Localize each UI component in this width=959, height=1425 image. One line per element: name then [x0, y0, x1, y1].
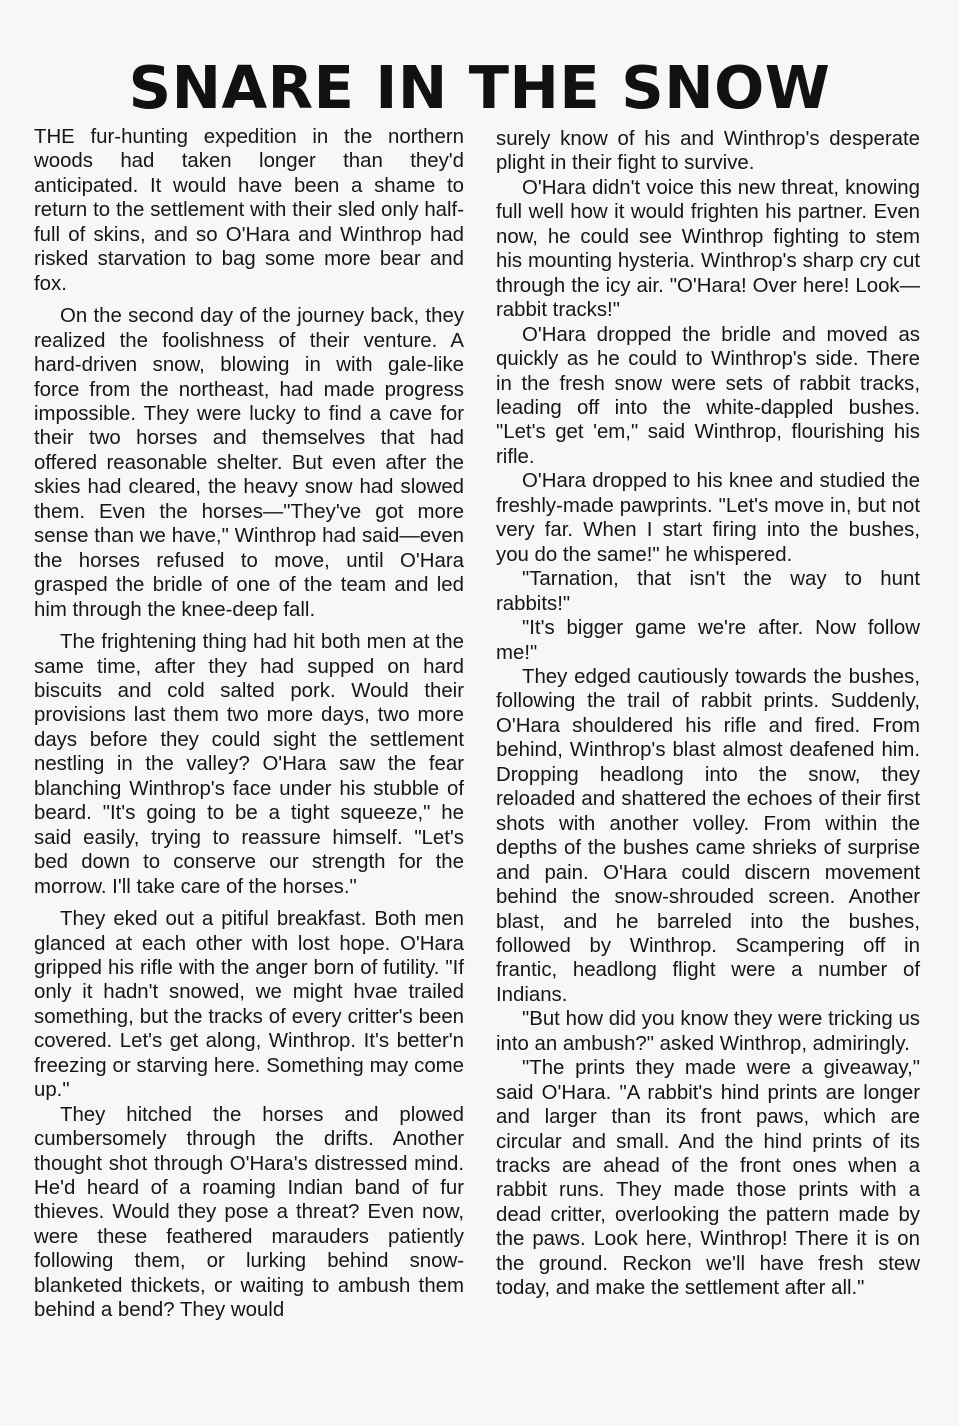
- paragraph: O'Hara dropped the bridle and moved as quickly as he could to Winthrop's side. There in the fresh snow were sets of rabbit tracks, leading off into the white-dappled bushes. "Let's get 'em," said Winthrop, flourishing his rifle.: [496, 323, 920, 468]
- story-title: SNARE IN THE SNOW: [128, 53, 831, 122]
- paragraph: O'Hara dropped to his knee and studied the freshly-made pawprints. "Let's move in, but not very far. When I start firing into the bushes, you do the same!" he whispered.: [496, 470, 920, 566]
- paragraph: "The prints they made were a giveaway," said O'Hara. "A rabbit's hind prints are longer and larger than its front paws, which are circular and small. And the hind prints of its tracks are ahead of the front ones when a rabbit runs. They made those prints with a dead critter, overlooking the pattern made by the paws. Look here, Winthrop! There it is on the ground. Reckon we'll have fresh stew today, and make the settlement after all.": [496, 1057, 920, 1300]
- paragraph-opening: THE fur-hunting expedition in the northern woods had taken longer than they'd anticipated. It would have been a shame to return to the settlement with their sled only half-full of skins, and so O'Hara and Winthrop had risked starvation to bag some more bear and fox.: [34, 126, 464, 295]
- right-text-column: [496, 127, 920, 1301]
- paragraph: They hitched the horses and plowed cumbersomely through the drifts. Another thought shot through O'Hara's distressed mind. He'd heard of a roaming Indian band of fur thieves. Would they pose a threat? Even now, were these feathered marauders patiently following them, or lurking behind snow-blanketed thickets, or waiting to ambush them behind a bend? They would: [34, 1103, 464, 1322]
- left-text-column: [34, 125, 464, 1323]
- paragraph: They edged cautiously towards the bushes, following the trail of rabbit prints. Suddenly, O'Hara shouldered his rifle and fired. From behind, Winthrop's blast almost deafened him. Dropping headlong into the snow, they reloaded and shattered the echoes of their first shots with another volley. From within the depths of the bushes came shrieks of surprise and pain. O'Hara could discern movement behind the snow-shrouded screen. Another blast, and he barreled into the bushes, followed by Winthrop. Scampering off in frantic, headlong flight were a number of Indians.: [496, 665, 920, 1006]
- paragraph-continued: surely know of his and Winthrop's desperate plight in their fight to survive.: [496, 128, 920, 175]
- paragraph: "But how did you know they were tricking us into an ambush?" asked Winthrop, admiringly.: [496, 1008, 920, 1055]
- paragraph: "It's bigger game we're after. Now follow me!": [496, 617, 920, 664]
- paragraph: O'Hara didn't voice this new threat, knowing full well how it would frighten his partner. Even now, he could see Winthrop fighting to stem his mounting hysteria. Winthrop's sharp cry cut through the icy air. "O'Hara! Over here! Look—rabbit tracks!": [496, 176, 920, 322]
- paragraph: "Tarnation, that isn't the way to hunt rabbits!": [496, 568, 920, 615]
- paragraph: They eked out a pitiful breakfast. Both men glanced at each other with lost hope. O'Hara gripped his rifle with the anger born of futility. "If only it hadn't snowed, we might hvae trailed something, but the tracks of every critter's been covered. Let's get along, Winthrop. It's better'n freezing or starving here. Something may come up.": [34, 908, 464, 1102]
- paragraph: The frightening thing had hit both men at the same time, after they had supped on hard biscuits and cold salted pork. Would their provisions last them two more days, two more days before they could sight the settlement nestling in the valley? O'Hara saw the fear blanching Winthrop's face under his stubble of beard. "It's going to be a tight squeeze," he said easily, trying to reassure himself. "Let's bed down to conserve our strength for the morrow. I'll take care of the horses.": [34, 631, 464, 898]
- paragraph: On the second day of the journey back, they realized the foolishness of their venture. A hard-driven snow, blowing in with gale-like force from the northeast, had made progress impossible. They were lucky to find a cave for their two horses and themselves that had offered reasonable shelter. But even after the skies had cleared, the heavy snow had slowed them. Even the horses—"They've got more sense than we have," Winthrop had said—even the horses refused to move, until O'Hara grasped the bridle of one of the team and led him through the knee-deep fall.: [34, 305, 464, 621]
